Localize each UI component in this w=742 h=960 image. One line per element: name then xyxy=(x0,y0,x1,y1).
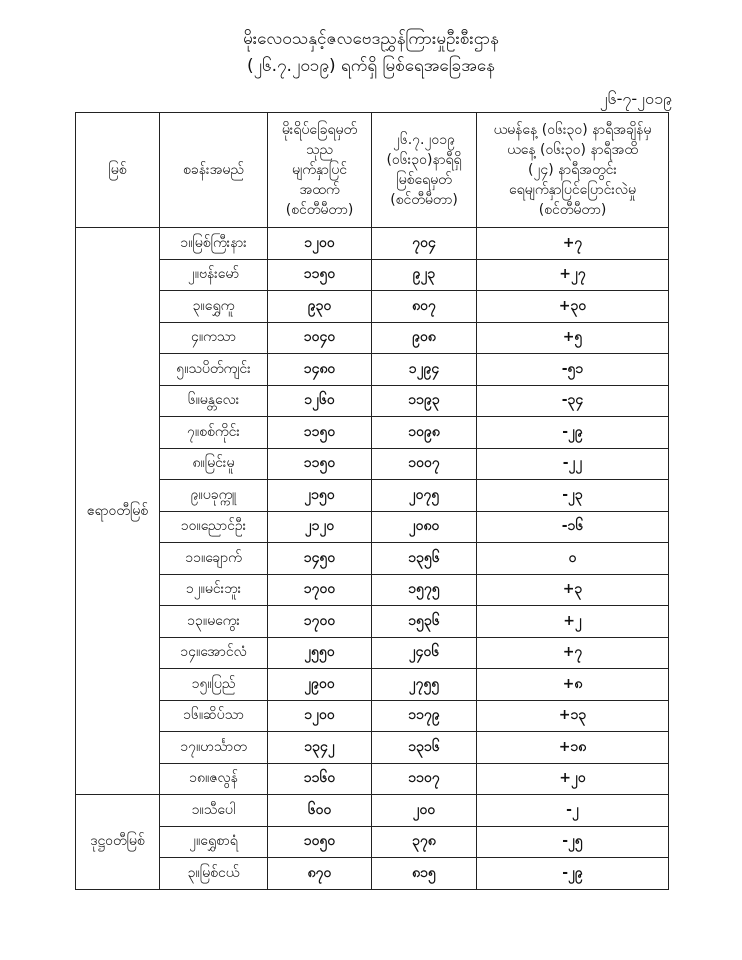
table-row xyxy=(76,574,669,606)
level-change-cell: +၁၃ xyxy=(477,700,669,732)
col-header-water-level: ၂၆.၇.၂၀၁၉ (၀၆း၃၀)နာရီရှိ မြစ်ရေမှတ် (စင်တီမီတာ) xyxy=(372,113,477,228)
water-level-cell: ၇၀၄ xyxy=(372,228,477,260)
report-title: (၂၆.၇.၂၀၁၉) ရက်ရှိ မြစ်ရေအခြေအနေ xyxy=(247,56,495,76)
level-change-cell: -၂ xyxy=(477,795,669,827)
danger-level-cell: ၁၁၅၀ xyxy=(268,259,372,291)
danger-level-cell: ၁၄၅၀ xyxy=(268,543,372,575)
report-header xyxy=(0,26,742,80)
station-name-cell: ၂။ရွှေစာရံ xyxy=(160,826,268,858)
station-name-cell: ၇။စစ်ကိုင်း xyxy=(160,417,268,449)
level-change-cell: +၂၇ xyxy=(477,259,669,291)
station-name-cell: ၅။သပိတ်ကျင်း xyxy=(160,354,268,386)
level-change-cell: +၁၈ xyxy=(477,732,669,764)
level-change-cell: -၂၉ xyxy=(477,417,669,449)
report-date: ၂၆-၇-၂၀၁၉ xyxy=(599,89,672,108)
table-row xyxy=(76,858,669,890)
water-level-cell: ၁၁၉၃ xyxy=(372,385,477,417)
table-row xyxy=(76,480,669,512)
level-change-cell: -၅၁ xyxy=(477,354,669,386)
water-level-cell: ၃၇၈ xyxy=(372,826,477,858)
table-body xyxy=(76,228,669,890)
col-header-danger-level: မိုးရိပ်ခြေရမှတ် သုည မျက်နှာပြင် အထက် (စင်တီမီတာ) xyxy=(268,113,372,228)
station-name-cell: ၁။မြစ်ကြီးနား xyxy=(160,228,268,260)
table-row xyxy=(76,795,669,827)
level-change-cell: +၂ xyxy=(477,606,669,638)
water-level-cell: ၉၀၈ xyxy=(372,322,477,354)
table-row xyxy=(76,228,669,260)
table-row xyxy=(76,322,669,354)
water-level-cell: ၁၀၀၇ xyxy=(372,448,477,480)
water-level-cell: ၂၀၀ xyxy=(372,795,477,827)
table-row xyxy=(76,732,669,764)
danger-level-cell: ၁၇၀၀ xyxy=(268,606,372,638)
station-name-cell: ၁၃။မကွေး xyxy=(160,606,268,638)
department-title: မိုးလေဝသနှင့်ဇလဗေဒညွှန်ကြားမှုဦးစီးဌာန xyxy=(243,29,499,49)
river-name-cell: ဧရာဝတီမြစ် xyxy=(76,228,160,795)
table-row xyxy=(76,826,669,858)
danger-level-cell: ၁၁၅၀ xyxy=(268,448,372,480)
station-name-cell: ၁၄။အောင်လံ xyxy=(160,637,268,669)
water-level-cell: ၈၀၇ xyxy=(372,291,477,323)
table-row xyxy=(76,291,669,323)
danger-level-cell: ၁၀၅၀ xyxy=(268,826,372,858)
danger-level-cell: ၁၂၀၀ xyxy=(268,700,372,732)
river-name-cell: ဒုဋ္ဌဝတီမြစ် xyxy=(76,795,160,890)
station-name-cell: ၁၂။မင်းဘူး xyxy=(160,574,268,606)
table-row xyxy=(76,385,669,417)
danger-level-cell: ၉၃၀ xyxy=(268,291,372,323)
table-row xyxy=(76,448,669,480)
level-change-cell: +၅ xyxy=(477,322,669,354)
station-name-cell: ၁၁။ချောက် xyxy=(160,543,268,575)
level-change-cell: +၂၀ xyxy=(477,763,669,795)
station-name-cell: ၃။မြစ်ငယ် xyxy=(160,858,268,890)
water-level-cell: ၁၃၅၆ xyxy=(372,543,477,575)
level-change-cell: -၂၅ xyxy=(477,826,669,858)
danger-level-cell: ၁၃၄၂ xyxy=(268,732,372,764)
water-level-cell: ၁၁၇၉ xyxy=(372,700,477,732)
station-name-cell: ၁၆။ဆိပ်သာ xyxy=(160,700,268,732)
level-change-cell: +၃၀ xyxy=(477,291,669,323)
level-change-cell: -၂၉ xyxy=(477,858,669,890)
station-name-cell: ၁။သီပေါ xyxy=(160,795,268,827)
level-change-cell: +၈ xyxy=(477,669,669,701)
table-row xyxy=(76,354,669,386)
water-level-cell: ၈၁၅ xyxy=(372,858,477,890)
water-level-cell: ၂၀၈၀ xyxy=(372,511,477,543)
level-change-cell: +၇ xyxy=(477,637,669,669)
level-change-cell: -၂၃ xyxy=(477,480,669,512)
table-row xyxy=(76,637,669,669)
water-level-cell: ၉၂၃ xyxy=(372,259,477,291)
danger-level-cell: ၁၀၄၀ xyxy=(268,322,372,354)
station-name-cell: ၁၅။ပြည် xyxy=(160,669,268,701)
table-row xyxy=(76,543,669,575)
station-name-cell: ၆။မန္တလေး xyxy=(160,385,268,417)
level-change-cell: -၂၂ xyxy=(477,448,669,480)
table-row xyxy=(76,606,669,638)
level-change-cell: +၃ xyxy=(477,574,669,606)
station-name-cell: ၁၀။ညောင်ဦး xyxy=(160,511,268,543)
river-level-table xyxy=(75,112,669,890)
danger-level-cell: ၁၁၆၀ xyxy=(268,763,372,795)
level-change-cell: +၇ xyxy=(477,228,669,260)
danger-level-cell: ၂၅၅၀ xyxy=(268,637,372,669)
water-level-cell: ၂၄၀၆ xyxy=(372,637,477,669)
level-change-cell: -၁၆ xyxy=(477,511,669,543)
station-name-cell: ၁၇။ဟင်္သာတ xyxy=(160,732,268,764)
table-header-row xyxy=(76,113,669,228)
water-level-cell: ၁၂၉၄ xyxy=(372,354,477,386)
water-level-cell: ၁၀၉၈ xyxy=(372,417,477,449)
table-row xyxy=(76,700,669,732)
table-row xyxy=(76,669,669,701)
danger-level-cell: ၂၁၅၀ xyxy=(268,480,372,512)
water-level-cell: ၁၁၀၇ xyxy=(372,763,477,795)
col-header-station: စခန်းအမည် xyxy=(160,113,268,228)
level-change-cell: ၀ xyxy=(477,543,669,575)
water-level-cell: ၂၇၅၅ xyxy=(372,669,477,701)
level-change-cell: -၃၄ xyxy=(477,385,669,417)
danger-level-cell: ၈၇၀ xyxy=(268,858,372,890)
station-name-cell: ၃။ရွှေကူ xyxy=(160,291,268,323)
danger-level-cell: ၆၀၀ xyxy=(268,795,372,827)
danger-level-cell: ၂၉၀၀ xyxy=(268,669,372,701)
water-level-cell: ၂၀၇၅ xyxy=(372,480,477,512)
water-level-cell: ၁၅၇၅ xyxy=(372,574,477,606)
table-row xyxy=(76,511,669,543)
danger-level-cell: ၂၁၂၀ xyxy=(268,511,372,543)
station-name-cell: ၈။မြင်းမူ xyxy=(160,448,268,480)
danger-level-cell: ၁၇၀၀ xyxy=(268,574,372,606)
table-row xyxy=(76,259,669,291)
danger-level-cell: ၁၁၅၀ xyxy=(268,417,372,449)
danger-level-cell: ၁၂၀၀ xyxy=(268,228,372,260)
danger-level-cell: ၁၂၆၀ xyxy=(268,385,372,417)
table-row xyxy=(76,417,669,449)
danger-level-cell: ၁၄၈၀ xyxy=(268,354,372,386)
table-row xyxy=(76,763,669,795)
water-level-cell: ၁၃၁၆ xyxy=(372,732,477,764)
station-name-cell: ၂။ဗန်းမော် xyxy=(160,259,268,291)
water-level-cell: ၁၅၃၆ xyxy=(372,606,477,638)
station-name-cell: ၄။ကသာ xyxy=(160,322,268,354)
col-header-24h-change: ယမန်နေ့ (၀၆း၃၀) နာရီအချိန်မှ ယနေ့ (၀၆း၃၀) နာရီအထိ (၂၄) နာရီအတွင်း ရေမျက်နှာပြင်ပြောင်းလဲမှု (စင်တီမီတာ) xyxy=(477,113,669,228)
col-header-river: မြစ် xyxy=(76,113,160,228)
station-name-cell: ၉။ပခုက္ကူ xyxy=(160,480,268,512)
station-name-cell: ၁၈။ဇလွန် xyxy=(160,763,268,795)
